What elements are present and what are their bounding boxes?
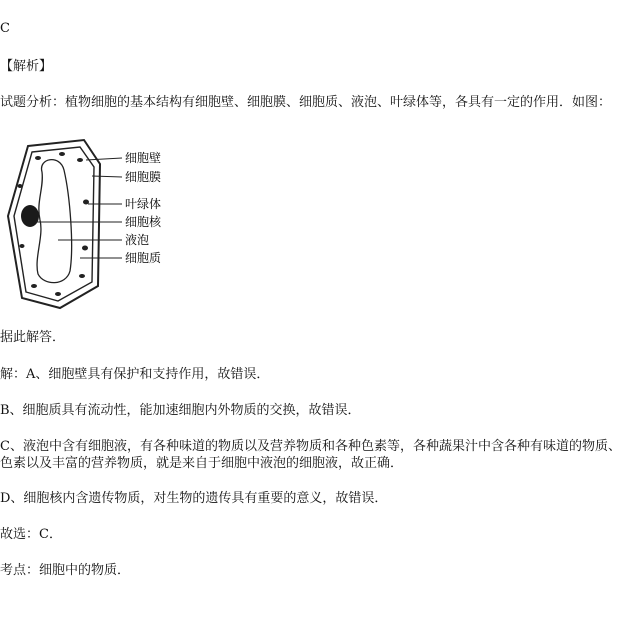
analysis-intro: 试题分析：植物细胞的基本结构有细胞壁、细胞膜、细胞质、液泡、叶绿体等，各具有一定的作用．如图： [0, 95, 612, 110]
answer-letter: C [0, 21, 10, 36]
option-c: C、液泡中含有细胞液，有各种味道的物质以及营养物质和各种色素等，各种蔬果汁中含各种有味道的物质、色素以及丰富的营养物质，就是来自于细胞中液泡的细胞液，故正确． [0, 439, 621, 471]
label-vacuole: 液泡 [125, 233, 150, 247]
option-d: D、细胞核内含遗传物质，对生物的遗传具有重要的意义，故错误． [0, 491, 388, 506]
analysis-header: 【解析】 [0, 59, 53, 74]
label-cytoplasm: 细胞质 [125, 251, 162, 265]
label-chloroplast: 叶绿体 [125, 197, 162, 211]
label-cell-wall: 细胞壁 [125, 151, 162, 165]
option-a: 解：A、细胞壁具有保护和支持作用，故错误． [0, 367, 270, 382]
topic: 考点：细胞中的物质． [0, 563, 131, 578]
label-nucleus: 细胞核 [125, 215, 162, 229]
plant-cell-diagram [0, 136, 230, 314]
nucleus-shape [21, 205, 39, 227]
label-cell-membrane: 细胞膜 [125, 170, 162, 184]
basis-line: 据此解答． [0, 330, 66, 345]
conclusion: 故选：C． [0, 527, 62, 542]
option-b: B、细胞质具有流动性，能加速细胞内外物质的交换，故错误． [0, 403, 361, 418]
